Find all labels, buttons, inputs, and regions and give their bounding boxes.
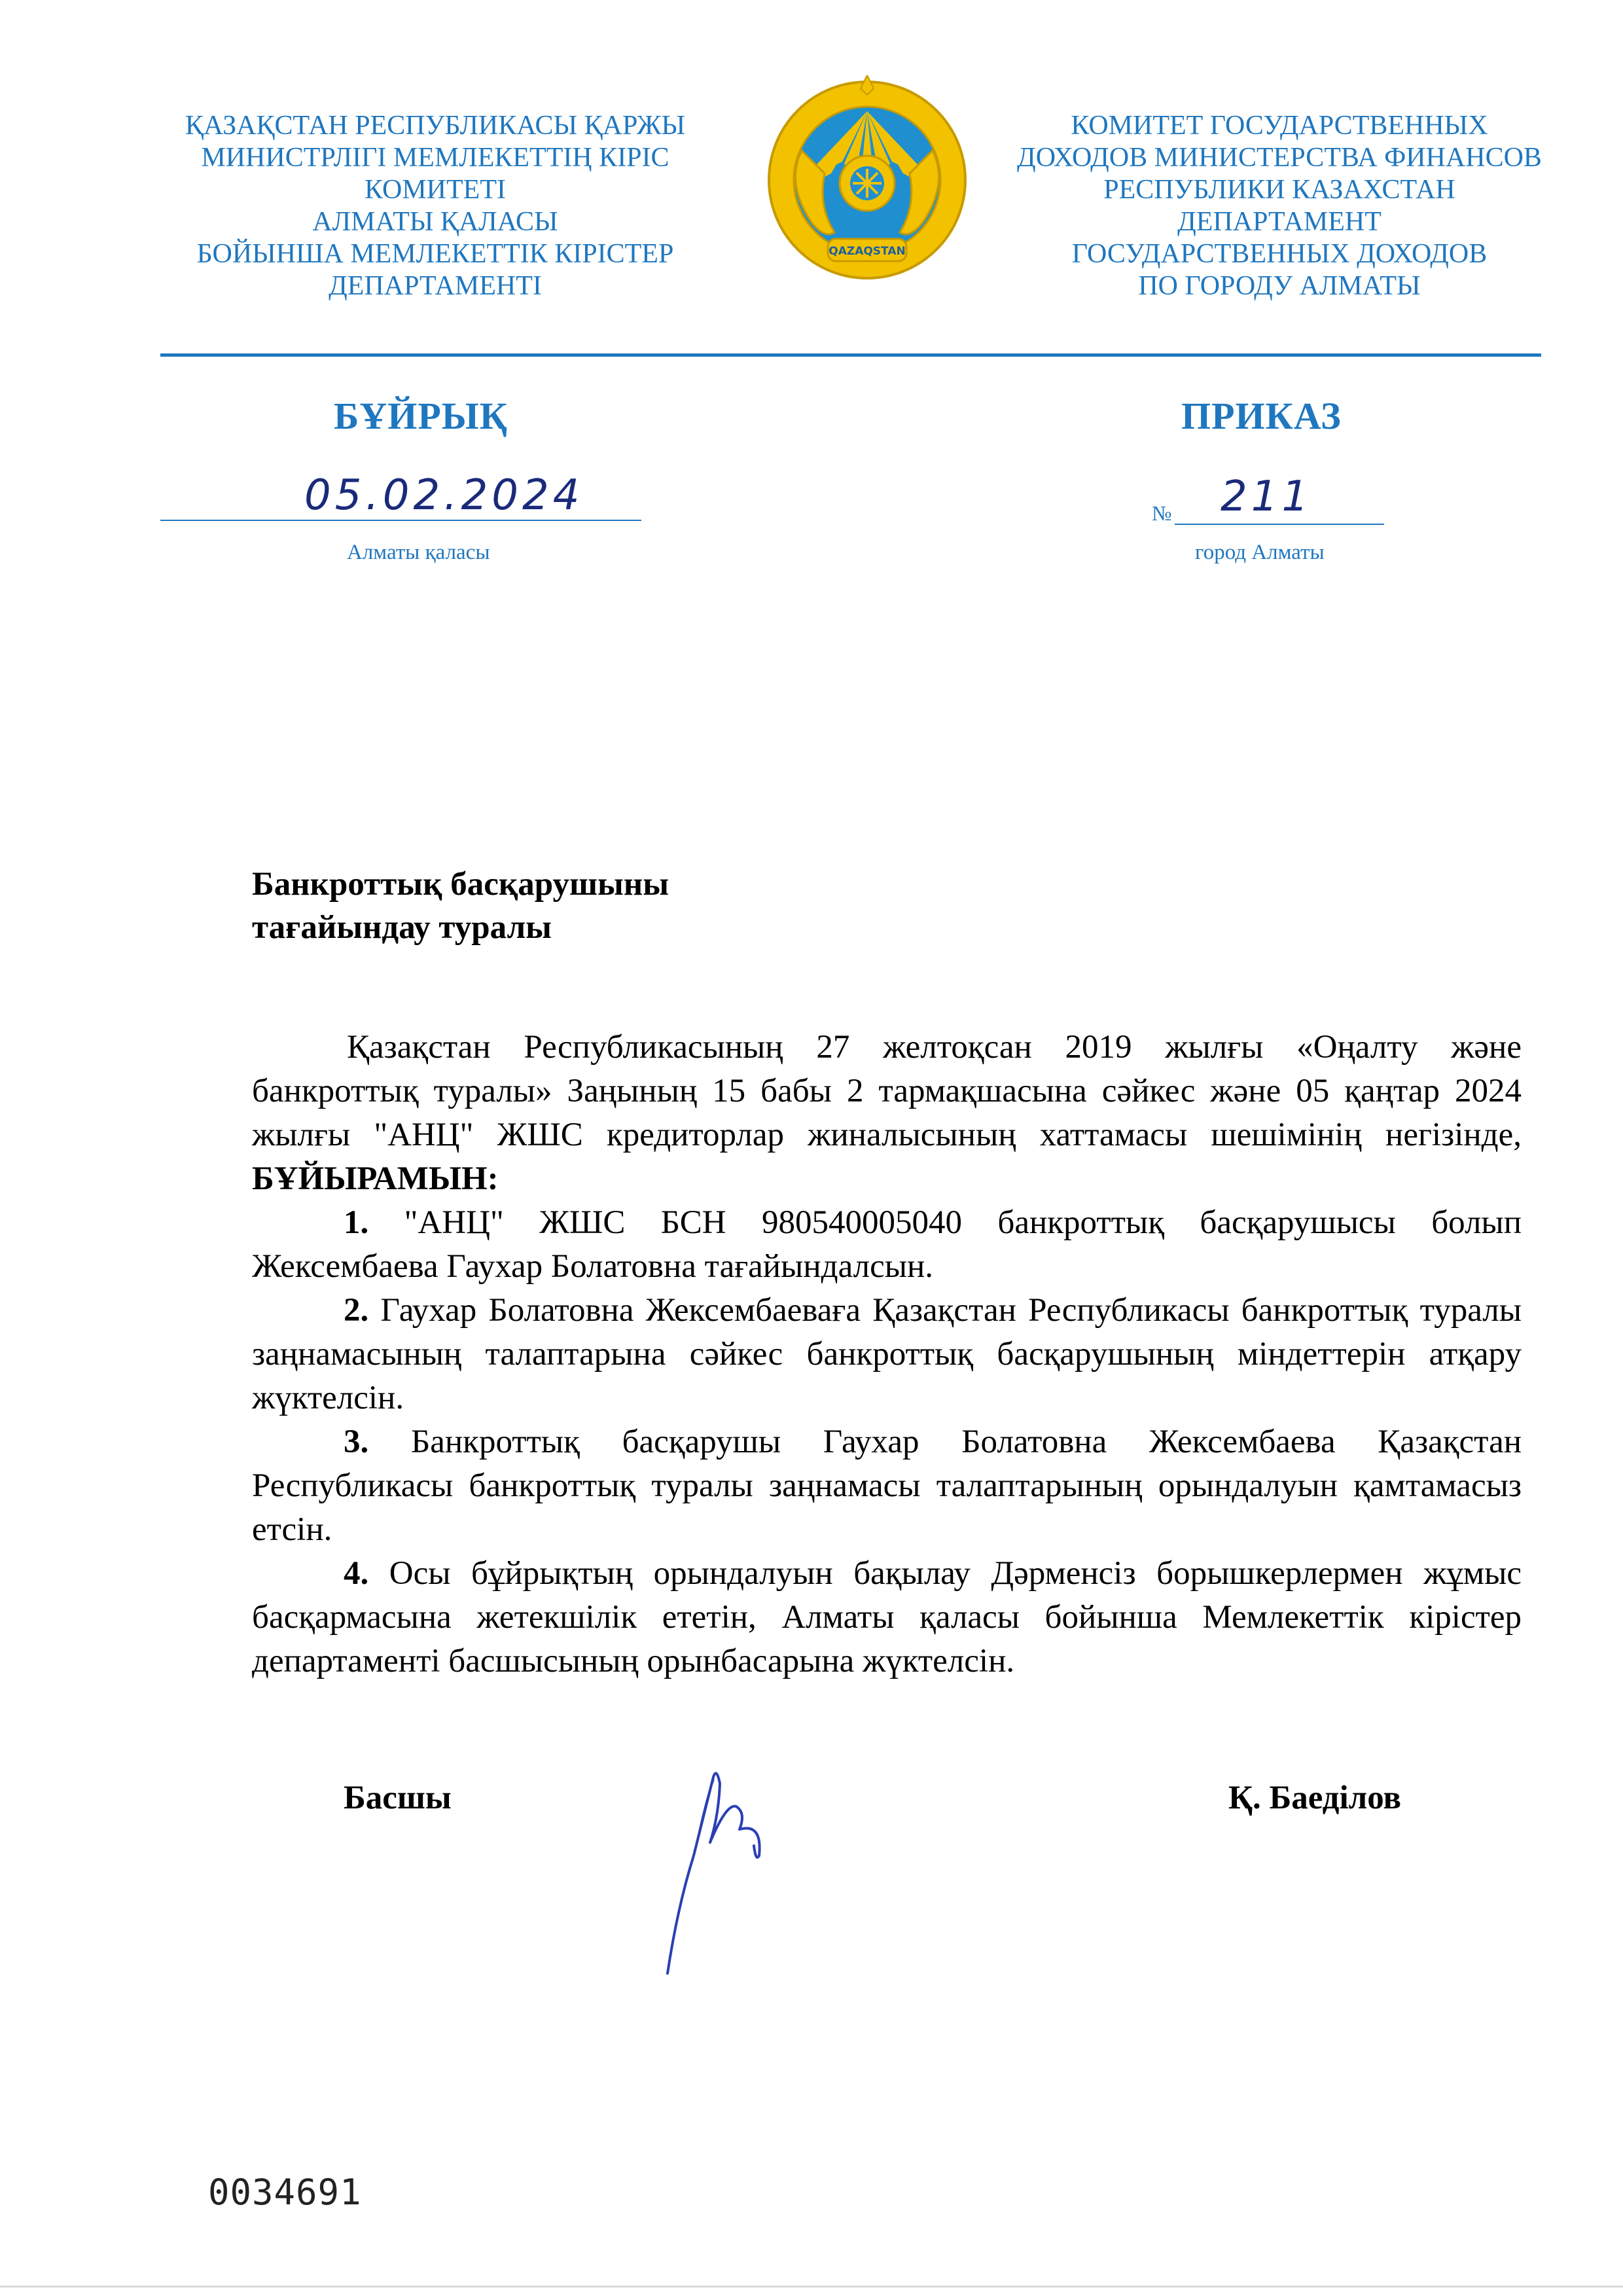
order-item [252, 1289, 1522, 1420]
header-kz-line: КОМИТЕТІ [365, 175, 506, 205]
header-kz-line: БОЙЫНША МЕМЛЕКЕТТІК КІРІСТЕР [196, 239, 674, 269]
scan-edge [0, 2286, 1623, 2287]
number-underline [1175, 524, 1384, 525]
handwritten-signature [648, 1757, 792, 1980]
header-ru-line: ПО ГОРОДУ АЛМАТЫ [1138, 271, 1421, 301]
item-number: 4. [344, 1555, 369, 1592]
place-kz: Алматы қаласы [347, 541, 490, 564]
state-emblem-icon [762, 75, 972, 291]
header-russian [1011, 110, 1548, 302]
item-text: "АНЦ" ЖШС БСН 980540005040 банкроттық басқарушысы болып Жексембаева Гаухар Болатовна тағайындалсын. [252, 1204, 1522, 1285]
header-ru-line: РЕСПУБЛИКИ КАЗАХСТАН [1103, 175, 1455, 205]
order-body [252, 1026, 1522, 1683]
intro-text: Қазақстан Республикасының 27 желтоқсан 2019 жылғы «Оңалту және банкроттық туралы» Заңының 15 бабы 2 тармақшасына сәйкес және 05 қаңтар 2024 жылғы "АНЦ" ЖШС кредиторлар жиналысының хаттамасы шешімінің негізінде, [252, 1029, 1522, 1153]
item-text: Гаухар Болатовна Жексембаеваға Қазақстан Республикасы банкроттық туралы заңнамасының талаптарына сәйкес банкроттық басқарушының міндеттерін атқару жүктелсін. [252, 1292, 1522, 1416]
body-intro [252, 1026, 1522, 1201]
item-number: 1. [344, 1204, 369, 1241]
header-kazakh [167, 110, 704, 302]
date-underline [160, 520, 641, 521]
order-word: БҰЙЫРАМЫН: [252, 1160, 499, 1197]
order-title-ru: ПРИКАЗ [1181, 395, 1342, 437]
signatory-name: Қ. Баеділов [1228, 1780, 1402, 1816]
order-item [252, 1201, 1522, 1289]
order-date: 05.02.2024 [304, 471, 584, 520]
header-ru-line: ДОХОДОВ МИНИСТЕРСТВА ФИНАНСОВ [1017, 143, 1542, 173]
order-title-kz: БҰЙРЫҚ [334, 395, 508, 437]
item-number: 3. [344, 1424, 369, 1460]
order-number: 211 [1221, 473, 1313, 521]
header-ru-line: КОМИТЕТ ГОСУДАРСТВЕННЫХ [1071, 111, 1488, 141]
item-text: Осы бұйрықтың орындалуын бақылау Дәрменсіз борышкерлермен жұмыс басқармасына жетекшілік ететін, Алматы қаласы бойынша Мемлекеттік кірістер департаменті басшысының орынбасарына жүктелсін. [252, 1555, 1522, 1679]
subject-line: Банкроттық басқарушыны [252, 866, 669, 903]
header-kz-line: МИНИСТРЛІГІ МЕМЛЕКЕТТІҢ КІРІС [201, 143, 669, 173]
serial-number: 0034691 [208, 2172, 362, 2213]
header-ru-line: ГОСУДАРСТВЕННЫХ ДОХОДОВ [1071, 239, 1488, 269]
number-sign: № [1152, 501, 1172, 525]
order-item [252, 1552, 1522, 1683]
header-ru-line: ДЕПАРТАМЕНТ [1177, 207, 1382, 237]
header-divider [160, 353, 1541, 357]
header-kz-line: АЛМАТЫ ҚАЛАСЫ [312, 207, 558, 237]
order-item [252, 1420, 1522, 1552]
order-subject [252, 863, 669, 949]
subject-line: тағайындау туралы [252, 909, 552, 946]
header-kz-line: ДЕПАРТАМЕНТІ [329, 271, 542, 301]
place-ru: город Алматы [1195, 541, 1325, 564]
item-number: 2. [344, 1292, 369, 1329]
signatory-title: Басшы [344, 1780, 452, 1816]
item-text: Банкроттық басқарушы Гаухар Болатовна Жексембаева Қазақстан Республикасы банкроттық туралы заңнамасы талаптарының орындалуын қамтамасыз етсін. [252, 1424, 1522, 1548]
header-kz-line: ҚАЗАҚСТАН РЕСПУБЛИКАСЫ ҚАРЖЫ [185, 111, 686, 141]
emblem-text: QAZAQSTAN [829, 245, 906, 258]
